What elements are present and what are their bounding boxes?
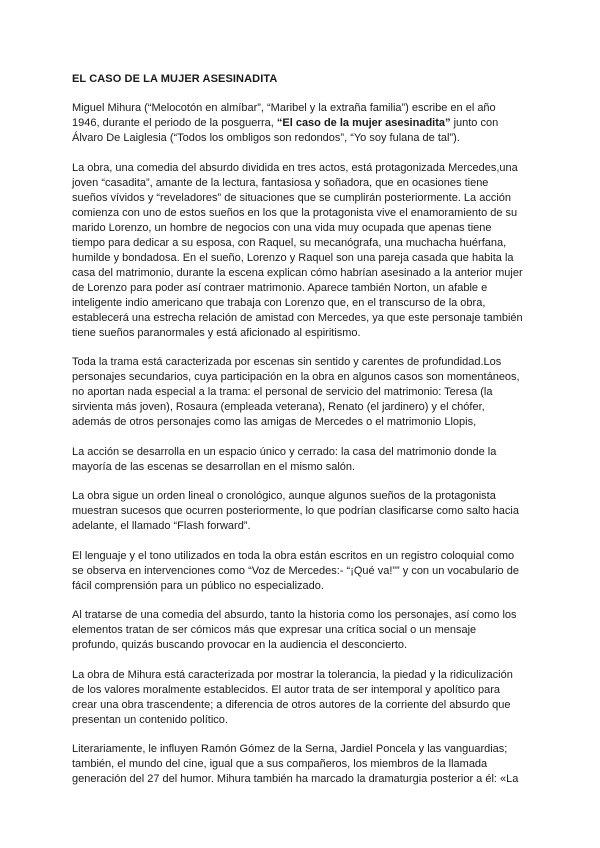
paragraph-line: Literariamente, le influyen Ramón Gómez de la Serna, Jardiel Poncela y las vanguardias;: [72, 743, 508, 755]
intro-line: Miguel Mihura (“Melocotón en almíbar”, “Maribel y la extraña familia”) escribe en el año: [72, 102, 496, 114]
intro-text: 1946, durante el periodo de la posguerra,: [72, 117, 277, 129]
paragraph-line: tiene sueños paranormales y está aficionado al espiritismo.: [72, 326, 361, 339]
paragraph-line: El lenguaje y el tono utilizados en toda la obra están escritos en un registro coloquial como: [72, 549, 515, 562]
body-paragraph: [72, 355, 530, 430]
paragraph-line: crear una obra trascendente; a diferencia de otros autores de la corriente del absurdo que: [72, 698, 511, 711]
paragraph-line: de los valores moralmente establecidos. El autor trata de ser intemporal y apolítico para: [72, 683, 500, 696]
paragraph-line: elementos tratan de ser cómicos más que expresar una crítica social o un mensaje: [72, 624, 477, 636]
paragraph-line: profundo, quizás buscando provocar en la audiencia el desconcierto.: [72, 639, 408, 651]
paragraph-line: Al tratarse de una comedia del absurdo, tanto la historia como los personajes, así como los: [72, 609, 517, 621]
paragraph-line: además de otros personajes como las amigas de Mercedes o el matrimonio Llopis,: [72, 416, 477, 428]
body-paragraphs: [72, 161, 530, 788]
intro-paragraph: [72, 101, 530, 146]
body-paragraph: [72, 608, 530, 653]
paragraph-line: La acción se desarrolla en un espacio único y cerrado: la casa del matrimonio donde la: [72, 445, 497, 458]
paragraph-line: La obra, una comedia del absurdo dividida en tres actos, está protagonizada Mercedes,una: [72, 161, 518, 174]
body-paragraph: [72, 549, 530, 594]
paragraph-line: inteligente indio americano que trabaja con Lorenzo que, en el transcurso de la obra,: [72, 296, 486, 309]
body-paragraph: [72, 668, 530, 728]
paragraph-line: personajes secundarios, cuya participación en la obra en algunos casos son momentáneos,: [72, 371, 520, 383]
paragraph-line: casa del matrimonio, durante la escena explican cómo habrían asesinado a la anterior mujer: [72, 266, 523, 279]
intro-line: [72, 116, 530, 131]
paragraph-line: establecerá una estrecha relación de amistad con Mercedes, ya que este personaje también: [72, 311, 523, 324]
paragraph-line: marido Lorenzo, un hombre de negocios con una vida muy ocupada que apenas tiene: [72, 221, 492, 234]
paragraph-line: generación del 27 del humor. Mihura también ha marcado la dramaturgia posterior a él: «La: [72, 773, 519, 785]
paragraph-line: también, el mundo del cine, igual que a sus compañeros, los miembros de la llamada: [72, 758, 488, 770]
paragraph-line: muestran sucesos que ocurren posteriormente, lo que podrían clasificarse como salto hacia: [72, 505, 519, 517]
body-paragraph: [72, 489, 530, 534]
intro-text: junto con: [450, 117, 499, 129]
paragraph-line: sueños vívidos y “reveladores” de situaciones que se cumplirán posteriormente. La acción: [72, 191, 512, 204]
paragraph-line: no aportan nada especial a la trama: el personal de servicio del matrimonio: Teresa (la: [72, 386, 493, 398]
document-title: EL CASO DE LA MUJER ASESINADITA: [72, 73, 278, 85]
paragraph-line: joven “casadita”, amante de la lectura, fantasiosa y soñadora, que en ocasiones tiene: [72, 176, 489, 189]
paragraph-line: comienza con uno de estos sueños en los que la protagonista vive el enamoramiento de su: [72, 206, 518, 219]
paragraph-line: La obra sigue un orden lineal o cronológico, aunque algunos sueños de la protagonista: [72, 490, 496, 502]
paragraph-line: humilde y bondadosa. En el sueño, Lorenzo y Raquel son una pareja casada que habita la: [72, 251, 514, 264]
body-paragraph: [72, 161, 530, 341]
paragraph-line: adelante, el llamado “Flash forward”.: [72, 520, 251, 532]
paragraph-line: mayoría de las escenas se desarrollan en el mismo salón.: [72, 460, 356, 473]
paragraph-line: fácil comprensión para un público no especializado.: [72, 579, 324, 592]
paragraph-line: sirvienta más joven), Rosaura (empleada veterana), Renato (el jardinero) y el chófer,: [72, 401, 485, 413]
paragraph-line: de Lorenzo para poder así contraer matrimonio. Aparece también Norton, un afable e: [72, 281, 488, 294]
body-paragraph: [72, 445, 530, 475]
paragraph-line: Toda la trama está caracterizada por escenas sin sentido y carentes de profundidad.Los: [72, 356, 502, 368]
body-paragraph: [72, 742, 530, 787]
paragraph-line: La obra de Mihura está caracterizada por mostrar la tolerancia, la piedad y la ridiculización: [72, 668, 513, 681]
intro-line: Álvaro De Laiglesia (“Todos los ombligos son redondos”, “Yo soy fulana de tal”).: [72, 132, 460, 144]
play-title-bold: “El caso de la mujer asesinadita”: [276, 117, 451, 129]
paragraph-line: tiempo para dedicar a su esposa, con Raquel, su mecanógrafa, una muchacha huérfana,: [72, 236, 507, 249]
paragraph-line: se observa en intervenciones como “Voz de Mercedes:- “¡Qué va!”” y con un vocabulario de: [72, 564, 519, 577]
paragraph-line: presentan un contenido político.: [72, 713, 228, 726]
